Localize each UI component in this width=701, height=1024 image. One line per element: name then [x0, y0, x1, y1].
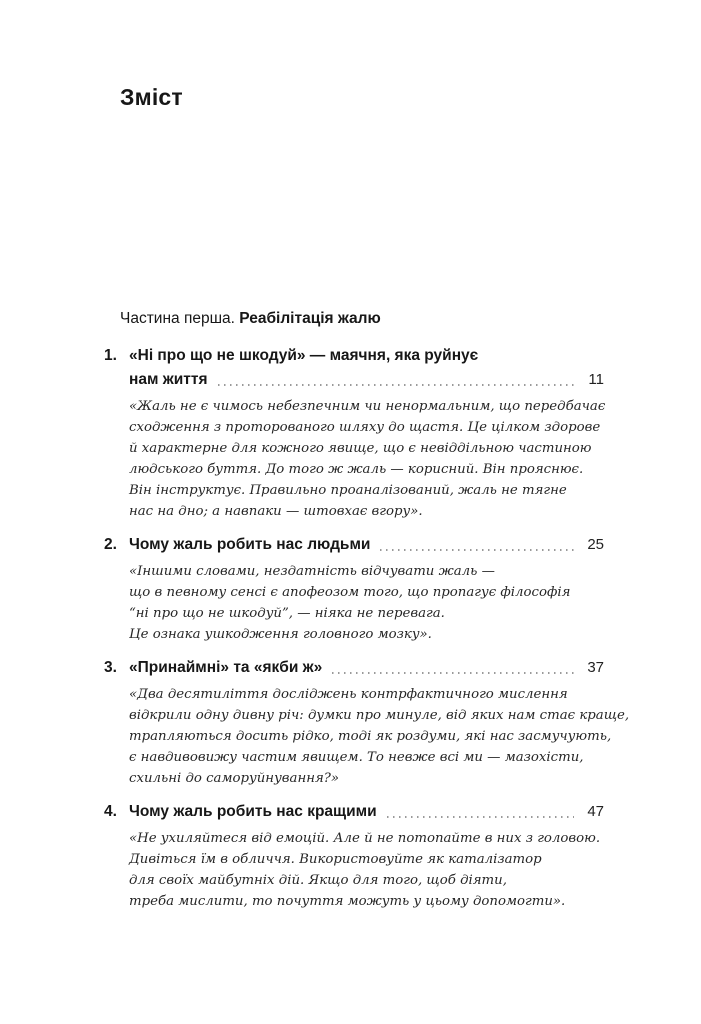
part-heading	[120, 308, 381, 330]
page-number: 47	[587, 803, 604, 820]
entry-title	[129, 656, 604, 680]
page-number: 37	[587, 659, 604, 676]
quote-line: треба мислити, то почуття можуть у цьому допомогти».	[129, 894, 566, 909]
page-number: 25	[587, 536, 604, 553]
quote-line: Дивіться їм в обличчя. Використовуйте як каталізатор	[129, 852, 542, 867]
entry-title-line: Чому жаль робить нас людьми	[129, 536, 371, 553]
entry-number: 3.	[104, 659, 117, 676]
entry-title-line: «Ні про що не шкодуй» — маячня, яка руйнує	[129, 347, 479, 364]
entry-title-row	[129, 533, 604, 557]
dotted-leader	[218, 384, 575, 386]
quote-line: «Іншими словами, нездатність відчувати жаль —	[129, 564, 495, 579]
quote-line: Він інструктує. Правильно проаналізований, жаль не тягне	[129, 483, 567, 498]
entry-heading	[104, 533, 604, 557]
quote-line: «Жаль не є чимось небезпечним чи ненормальним, що передбачає	[129, 399, 606, 414]
quote-line: «Не ухиляйтеся від емоцій. Але й не потопайте в них з головою.	[129, 831, 601, 846]
quote-line: трапляються досить рідко, тоді як роздуми, які нас засмучують,	[129, 729, 612, 744]
toc-entry	[104, 656, 630, 789]
quote-line: людського буття. До того ж жаль — корисний. Він прояснює.	[129, 462, 584, 477]
part-heading-prefix: Частина перша.	[120, 310, 240, 327]
toc-entry	[104, 344, 604, 522]
quote-line: для своїх майбутніх дій. Якщо для того, щоб діяти,	[129, 873, 507, 888]
dotted-leader	[332, 672, 574, 674]
entry-quote	[129, 561, 604, 645]
entry-title-line: Чому жаль робить нас кращими	[129, 803, 377, 820]
dotted-leader	[380, 549, 574, 551]
quote-line: сходження з проторованого шляху до щастя. Це цілком здорове	[129, 420, 601, 435]
toc-entry	[104, 533, 604, 645]
quote-line: Це ознака ушкодження головного мозку».	[129, 627, 432, 642]
entry-title-row	[129, 368, 604, 392]
entry-quote	[129, 684, 630, 789]
entry-heading	[104, 656, 604, 680]
entry-title	[129, 344, 604, 392]
entry-title	[129, 533, 604, 557]
quote-line: “ні про що не шкодуй”, — ніяка не перевага.	[129, 606, 445, 621]
entry-title	[129, 800, 604, 824]
entry-title-row	[129, 800, 604, 824]
part-heading-title: Реабілітація жалю	[239, 310, 381, 327]
quote-line: що в певному сенсі є апофеозом того, що пропагує філософія	[129, 585, 571, 600]
entry-quote	[129, 828, 604, 912]
entry-title-line: нам життя	[129, 371, 208, 388]
entry-heading	[104, 344, 604, 392]
page-title: Зміст	[120, 84, 183, 110]
entry-title-line: «Принаймні» та «якби ж»	[129, 659, 323, 676]
page-number: 11	[588, 371, 604, 388]
quote-line: нас на дно; а навпаки — штовхає вгору».	[129, 504, 423, 519]
entry-heading	[104, 800, 604, 824]
entry-title-row	[129, 656, 604, 680]
entry-number: 1.	[104, 347, 117, 364]
toc-entries	[104, 344, 630, 923]
entry-number: 4.	[104, 803, 117, 820]
quote-line: відкрили одну дивну річ: думки про минуле, від яких нам стає краще,	[129, 708, 630, 723]
entry-number: 2.	[104, 536, 117, 553]
dotted-leader	[387, 816, 574, 818]
quote-line: є навдивовижу частим явищем. То невже всі ми — мазохісти,	[129, 750, 584, 765]
toc-entry	[104, 800, 604, 912]
quote-line: «Два десятиліття досліджень контрфактичного мислення	[129, 687, 568, 702]
quote-line: й характерне для кожного явище, що є невіддільною частиною	[129, 441, 592, 456]
quote-line: схильні до саморуйнування?»	[129, 771, 340, 786]
entry-quote	[129, 396, 604, 522]
